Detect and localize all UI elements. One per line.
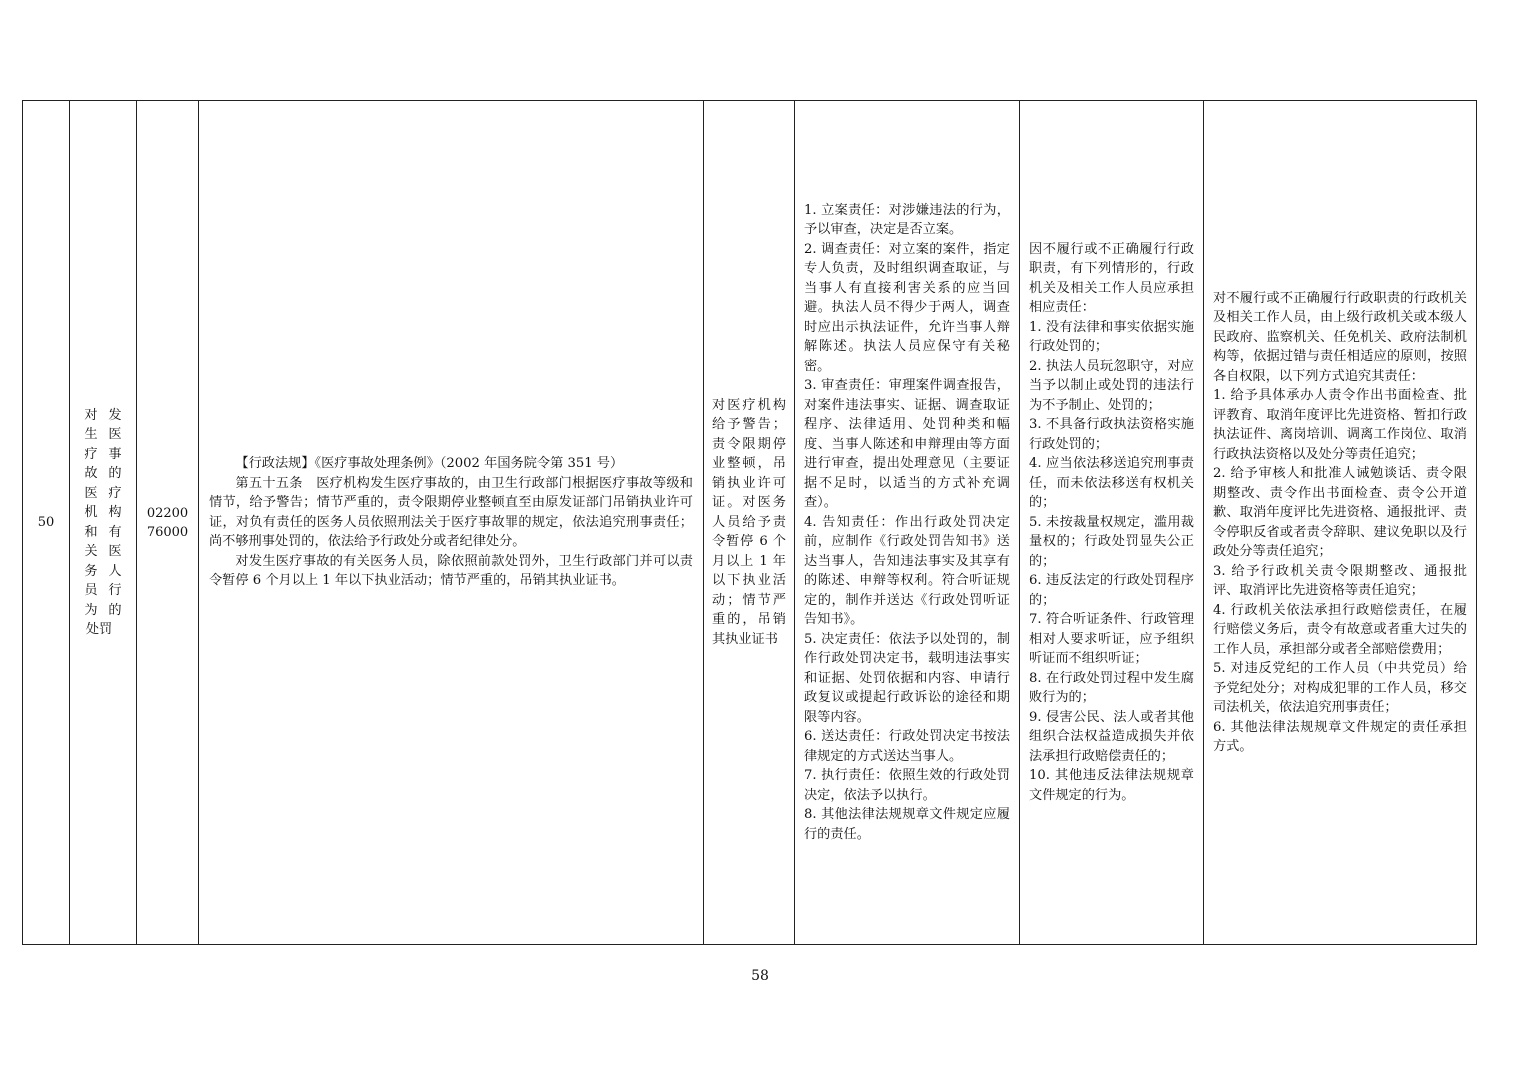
accountability-case: 因不履行或不正确履行行政职责，有下列情形的，行政机关及相关工作人员应承担相应责任：: [1029, 241, 1194, 316]
item-name-column-left: [83, 406, 113, 640]
accountability-method: 4. 行政机关依法承担行政赔偿责任，在履行赔偿义务后，责令有故意或者重大过失的工作人员，承担部分或者全部赔偿费用；: [1213, 602, 1467, 657]
accountability-case: 4. 应当依法移送追究刑事责任，而未依法移送有权机关的；: [1029, 456, 1194, 511]
legal-basis-article: 对发生医疗事故的有关医务人员，除依照前款处罚外，卫生行政部门并可以责令暂停 6 个月以上 1 年以下执业活动；情节严重的，吊销其执业证书。: [209, 553, 693, 589]
item-name-char: 构: [108, 505, 122, 520]
item-name-char: 发: [108, 407, 122, 423]
responsibility-item: 2. 调查责任：对立案的案件，指定专人负责，及时组织调查取证，与当事人有直接利害关系的应当回避。执法人员不得少于两人，调查时应出示执法证件，允许当事人辩解陈述。执法人员应保守有关秘密。: [804, 241, 1010, 374]
accountability-method: 2. 给予审核人和批准人诫勉谈话、责令限期整改、责令作出书面检查、责令公开道歉、取消年度评比先进资格、通报批评、责令停职反省或者责令辞职、建议免职以及行政处分等责任追究；: [1213, 466, 1467, 559]
legal-basis-cell: [199, 101, 704, 944]
item-name: [83, 406, 123, 640]
item-name-char: 人: [108, 563, 122, 579]
item-name-char: 生: [84, 427, 98, 442]
accountability-method: 3. 给予行政机关责令限期整改、通报批评、取消评比先进资格等责任追究；: [1213, 563, 1467, 598]
responsibility-item: 5. 决定责任：依法予以处罚的，制作行政处罚决定书，载明违法事实和证据、处罚依据和内容、申请行政复议或提起行政诉讼的途径和期限等内容。: [804, 631, 1010, 725]
item-name-char: 疗: [108, 485, 122, 501]
accountability-method: 1. 给予具体承办人责令作出书面检查、批评教育、取消年度评比先进资格、暂扣行政执法证件、离岗培训、调离工作岗位、取消行政执法资格以及处分等责任追究；: [1213, 388, 1467, 462]
accountability-cases-cell: [1020, 101, 1204, 944]
item-name-char: 行: [108, 583, 122, 598]
item-name-char: 处罚: [85, 622, 113, 637]
item-name-char: 医: [108, 427, 122, 442]
accountability-case: 5. 未按裁量权规定，滥用裁量权的；行政处罚显失公正的；: [1029, 514, 1194, 569]
item-name-char: 故: [84, 466, 98, 481]
item-name-char: 和: [84, 524, 98, 540]
responsibility-item: 8. 其他法律法规规章文件规定应履行的责任。: [804, 807, 1010, 842]
item-name-char: 机: [84, 505, 98, 520]
accountability-case: 2. 执法人员玩忽职守，对应当予以制止或处罚的违法行为不予制止、处罚的；: [1029, 358, 1194, 413]
item-code-line: 76000: [146, 524, 189, 540]
legal-basis-article: 第五十五条 医疗机构发生医疗事故的，由卫生行政部门根据医疗事故等级和情节，给予警告；情节严重的，责令限期停业整顿直至由原发证部门吊销执业许可证，对负有责任的医务人员依照刑法关于医疗事故罪的规定，依法追究刑事责任；尚不够刑事处罚的，依法给予行政处分或者纪律处分。: [209, 475, 693, 550]
punishment-cell: [704, 101, 795, 944]
item-name-cell: [70, 101, 137, 944]
accountability-case: 1. 没有法律和事实依据实施行政处罚的；: [1029, 319, 1194, 355]
item-name-char: 对: [84, 407, 98, 423]
accountability-case: 8. 在行政处罚过程中发生腐败行为的；: [1029, 670, 1194, 706]
page-number: 58: [751, 968, 769, 984]
accountability-methods-cell: [1204, 101, 1476, 944]
responsibility-item: 6. 送达责任：行政处罚决定书按法律规定的方式送达当事人。: [804, 729, 1010, 764]
item-name-char: 事: [108, 446, 122, 462]
item-name-char: 疗: [84, 446, 98, 462]
punishment-text: 对医疗机构给予警告；责令限期停业整顿，吊销执业许可证。对医务人员给予责令暂停 6 个月以上 1 年以下执业活动；情节严重的，吊销其执业证书: [712, 397, 786, 647]
item-name-char: 的: [108, 602, 122, 618]
responsibility-cell: [795, 101, 1020, 944]
accountability-method: 6. 其他法律法规规章文件规定的责任承担方式。: [1213, 719, 1467, 754]
accountability-case: 3. 不具备行政执法资格实施行政处罚的；: [1029, 417, 1194, 452]
table-row: [22, 100, 1477, 945]
item-name-char: 的: [108, 466, 122, 481]
accountability-method: 5. 对违反党纪的工作人员（中共党员）给予党纪处分；对构成犯罪的工作人员，移交司法机关，依法追究刑事责任；: [1213, 661, 1467, 715]
item-name-char: 为: [84, 602, 98, 618]
accountability-method: 对不履行或不正确履行行政职责的行政机关及相关工作人员，由上级行政机关或本级人民政府、监察机关、任免机关、政府法制机构等，依据过错与责任相适应的原则，按照各自权限，以下列方式追究其责任：: [1213, 290, 1467, 384]
responsibility-item: 7. 执行责任：依照生效的行政处罚决定，依法予以执行。: [804, 768, 1010, 803]
item-code-line: 02200: [146, 505, 189, 521]
accountability-case: 6. 违反法定的行政处罚程序的；: [1029, 573, 1194, 608]
item-name-char: 务: [84, 563, 98, 579]
responsibility-item: 3. 审查责任：审理案件调查报告，对案件违法事实、证据、调查取证程序、法律适用、处罚种类和幅度、当事人陈述和申辩理由等方面进行审查，提出处理意见（主要证据不足时，以适当的方式补充调查）。: [804, 378, 1010, 511]
item-name-char: 医: [108, 544, 122, 559]
power-list-table: [22, 100, 1477, 945]
row-number-cell: [23, 101, 70, 944]
item-name-char: 员: [84, 583, 98, 598]
item-name-char: 关: [84, 544, 98, 559]
responsibility-item: 1. 立案责任：对涉嫌违法的行为，予以审查，决定是否立案。: [804, 202, 1010, 238]
row-number: 50: [37, 515, 55, 530]
legal-basis-source: 【行政法规】《医疗事故处理条例》（2002 年国务院令第 351 号）: [235, 456, 624, 472]
item-name-char: 医: [84, 485, 98, 501]
item-code-cell: [137, 101, 199, 944]
accountability-case: 9. 侵害公民、法人或者其他组织合法权益造成损失并依法承担行政赔偿责任的；: [1029, 709, 1194, 764]
item-name-char: 有: [108, 524, 122, 540]
responsibility-item: 4. 告知责任：作出行政处罚决定前，应制作《行政处罚告知书》送达当事人，告知违法事实及其享有的陈述、申辩等权利。符合听证规定的，制作并送达《行政处罚听证告知书》。: [804, 514, 1010, 628]
accountability-case: 10. 其他违反法律法规规章文件规定的行为。: [1029, 768, 1194, 803]
item-name-column-right: [107, 406, 123, 640]
accountability-case: 7. 符合听证条件、行政管理相对人要求听证，应予组织听证而不组织听证；: [1029, 612, 1194, 667]
